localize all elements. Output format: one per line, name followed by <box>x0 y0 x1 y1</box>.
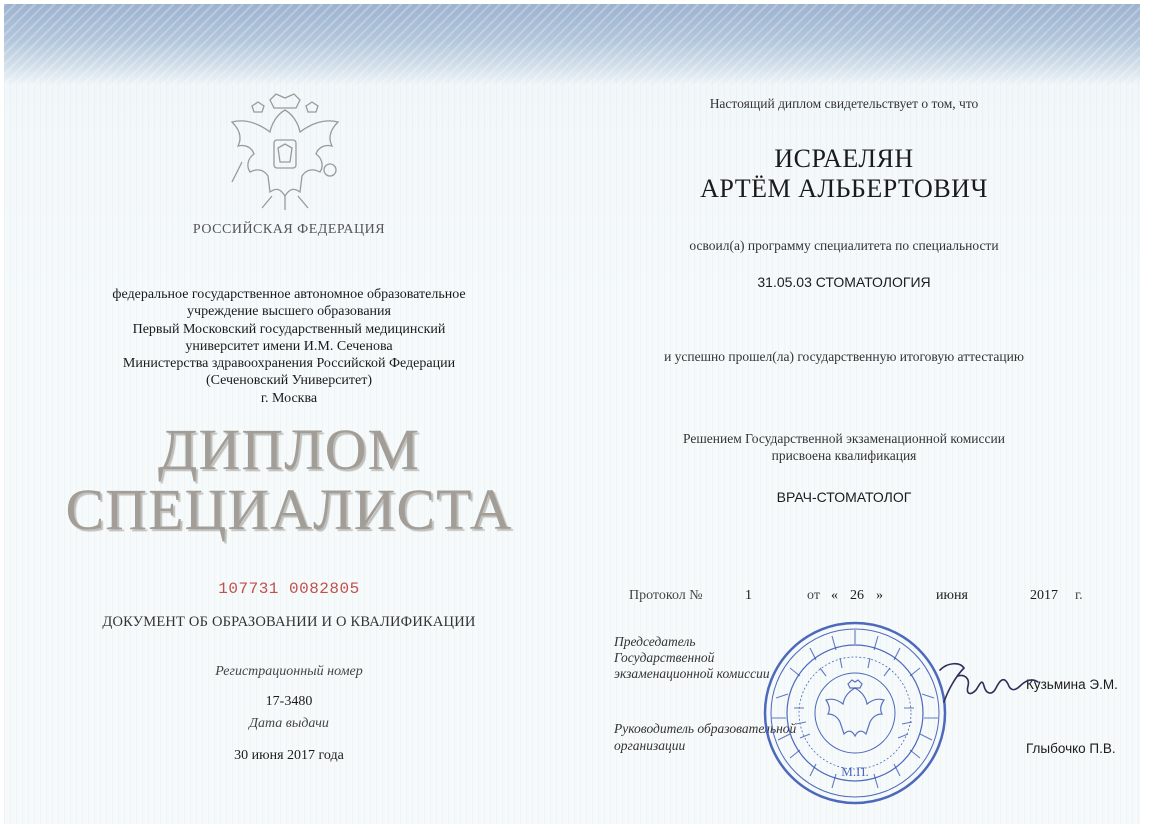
institution-name <box>74 286 504 407</box>
protocol-year: 2017 <box>1030 588 1058 603</box>
head-label-line: организации <box>614 738 686 753</box>
decorative-top-band <box>4 4 1140 86</box>
institution-line: Первый Московский государственный медицинский <box>132 321 446 337</box>
official-seal-stamp <box>760 618 950 808</box>
protocol-quote-open: « <box>831 588 838 603</box>
protocol-from-label: от <box>807 588 820 603</box>
protocol-label: Протокол № <box>629 588 703 603</box>
specialty: 31.05.03 СТОМАТОЛОГИЯ <box>757 274 931 290</box>
decision-line: Решением Государственной экзаменационной комиссии <box>683 431 1005 446</box>
head-label-line: Руководитель образовательной <box>614 721 797 736</box>
chair-label-line: Государственной <box>614 650 715 665</box>
protocol-day: 26 <box>850 588 864 603</box>
institution-line: федеральное государственное автономное образовательное <box>112 287 466 302</box>
intro-text: Настоящий диплом свидетельствует о том, что <box>709 96 979 111</box>
chair-label-line: Председатель <box>614 634 696 649</box>
diploma-title-line1: ДИПЛОМ <box>157 417 421 482</box>
registration-number: 17-3480 <box>265 694 313 709</box>
protocol-number: 1 <box>745 588 752 603</box>
chair-signature <box>934 656 1044 708</box>
diploma-title-line2: СПЕЦИАЛИСТА <box>65 477 513 542</box>
graduate-name <box>624 144 1064 204</box>
protocol-month: июня <box>936 588 968 603</box>
protocol-year-suffix: г. <box>1075 588 1083 603</box>
protocol-quote-close: » <box>876 588 883 603</box>
attestation-text: и успешно прошел(ла) государственную итоговую аттестацию <box>664 349 1024 364</box>
diploma-sheet <box>4 4 1140 824</box>
commission-chair-name: Кузьмина Э.М. <box>1026 677 1118 692</box>
issue-date: 30 июня 2017 года <box>234 748 344 763</box>
organization-head-name: Глыбочко П.В. <box>1026 741 1116 756</box>
institution-line: г. Москва <box>260 390 318 406</box>
institution-line: Министерства здравоохранения Российской Федерации <box>122 356 456 372</box>
registration-label: Регистрационный номер <box>215 664 363 679</box>
coat-of-arms-emblem <box>212 92 358 212</box>
institution-line: (Сеченовский Университет) <box>205 373 373 389</box>
graduate-given-names: АРТЁМ АЛЬБЕРТОВИЧ <box>700 174 988 203</box>
institution-line: учреждение высшего образования <box>187 304 391 320</box>
serial-number: 107731 0082805 <box>218 580 360 598</box>
commission-decision <box>624 430 1064 464</box>
decision-line: присвоена квалификация <box>771 448 917 463</box>
country-label: РОССИЙСКАЯ ФЕДЕРАЦИЯ <box>192 222 386 237</box>
graduate-surname: ИСРАЕЛЯН <box>774 144 914 173</box>
chair-label-line: экзаменационной комиссии <box>614 666 770 681</box>
issue-date-label: Дата выдачи <box>249 716 329 731</box>
institution-line: университет имени И.М. Сеченова <box>185 338 393 354</box>
mastered-program-text: освоил(а) программу специалитета по специальности <box>689 238 999 253</box>
document-type: ДОКУМЕНТ ОБ ОБРАЗОВАНИИ И О КВАЛИФИКАЦИИ <box>102 614 476 630</box>
stamp-center-text: М.П. <box>841 764 869 779</box>
qualification: ВРАЧ-СТОМАТОЛОГ <box>776 489 912 505</box>
